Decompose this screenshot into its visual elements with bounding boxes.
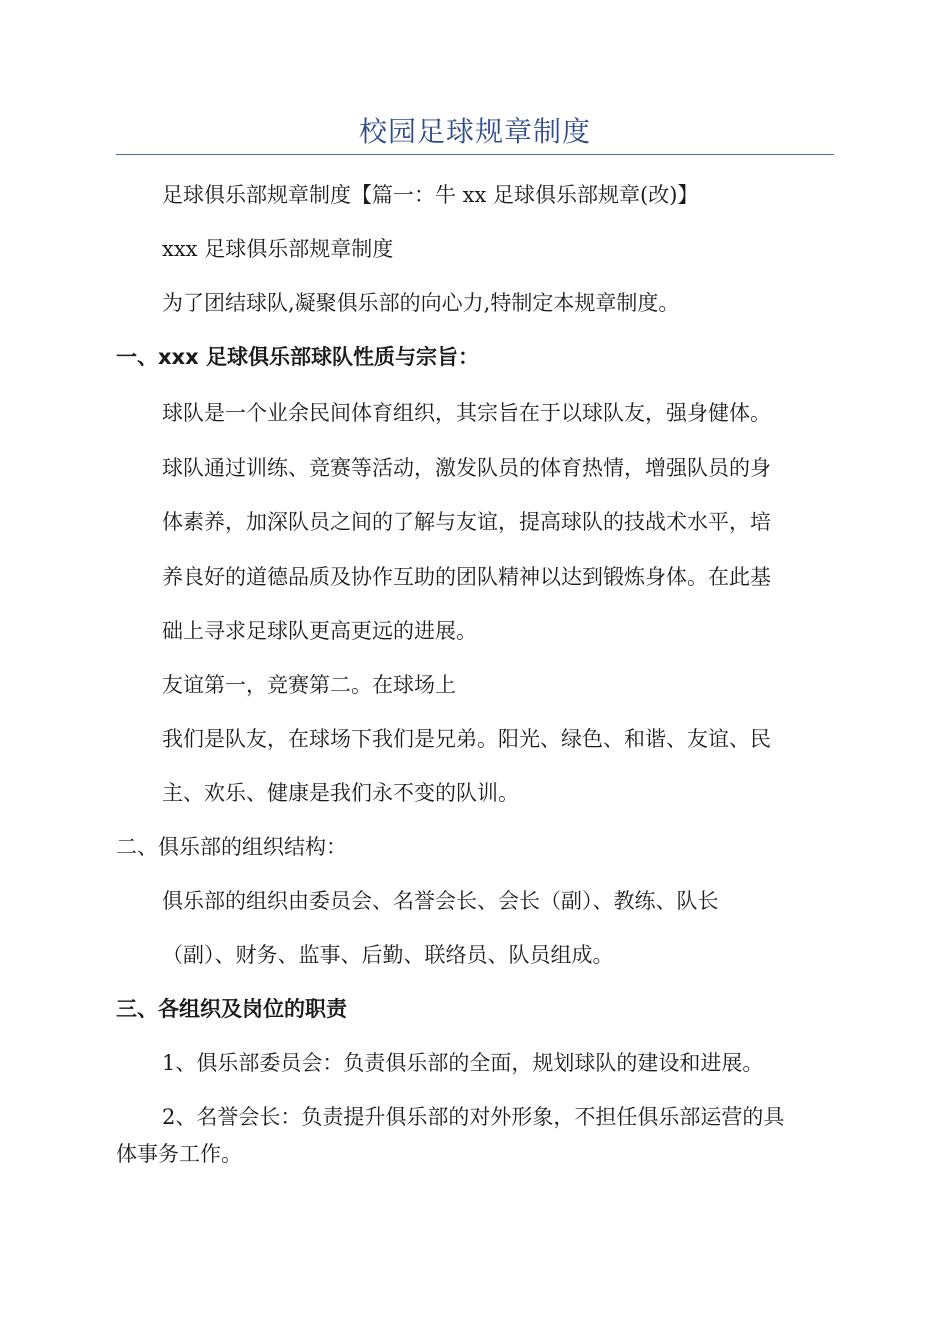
paragraph-line: 友谊第一，竞赛第二。在球场上 — [162, 673, 456, 697]
paragraph-line: 体素养，加深队员之间的了解与友谊，提高球队的技战术水平，培 — [162, 510, 771, 534]
paragraph-line: 2、名誉会长：负责提升俱乐部的对外形象，不担任俱乐部运营的具 — [162, 1105, 785, 1129]
section-heading: 二、俱乐部的组织结构： — [116, 835, 347, 859]
paragraph-line: 1、俱乐部委员会：负责俱乐部的全面，规划球队的建设和进展。 — [162, 1051, 764, 1075]
paragraph-line: 球队是一个业余民间体育组织，其宗旨在于以球队友，强身健体。 — [162, 401, 771, 425]
paragraph-line: 础上寻求足球队更高更远的进展。 — [162, 619, 477, 643]
title-underline — [116, 154, 834, 155]
paragraph-line: 俱乐部的组织由委员会、名誉会长、会长（副）、教练、队长 — [162, 889, 719, 913]
paragraph-line: 足球俱乐部规章制度【篇一：牛 xx 足球俱乐部规章(改)】 — [162, 183, 699, 207]
paragraph-line: xxx 足球俱乐部规章制度 — [162, 237, 394, 261]
paragraph-line: 养良好的道德品质及协作互助的团队精神以达到锻炼身体。在此基 — [162, 565, 771, 589]
section-heading: 一、xxx 足球俱乐部球队性质与宗旨： — [116, 345, 479, 369]
paragraph-line: （副）、财务、监事、后勤、联络员、队员组成。 — [162, 943, 614, 967]
document-title: 校园足球规章制度 — [358, 115, 591, 148]
paragraph-line: 球队通过训练、竞赛等活动，激发队员的体育热情，增强队员的身 — [162, 456, 771, 480]
section-heading: 三、各组织及岗位的职责 — [116, 997, 347, 1021]
paragraph-line: 为了团结球队,凝聚俱乐部的向心力,特制定本规章制度。 — [162, 291, 680, 315]
paragraph-line: 主、欢乐、健康是我们永不变的队训。 — [162, 781, 519, 805]
paragraph-line: 我们是队友，在球场下我们是兄弟。阳光、绿色、和谐、友谊、民 — [162, 727, 771, 751]
paragraph-line: 体事务工作。 — [116, 1142, 242, 1166]
